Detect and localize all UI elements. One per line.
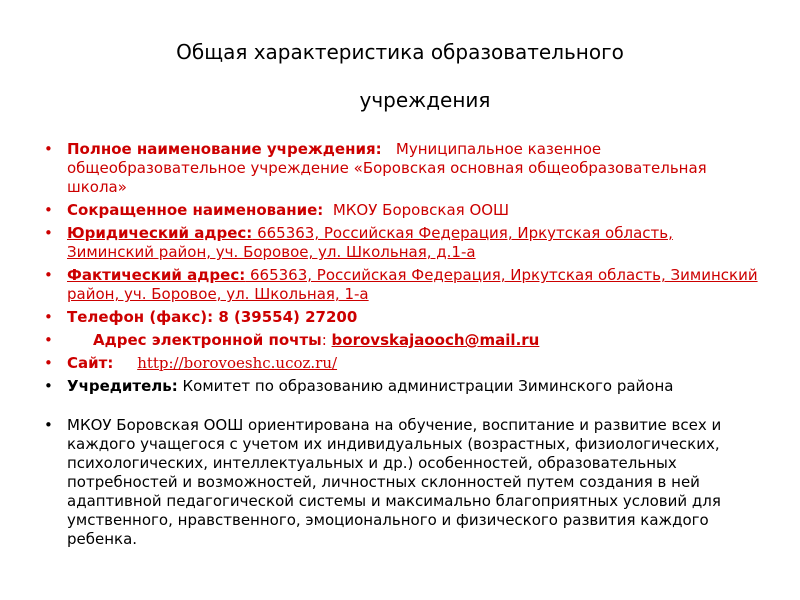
list-item-full-name xyxy=(40,140,760,197)
list-item-description xyxy=(40,416,760,549)
title-line-2: учреждения xyxy=(359,88,491,112)
full-name-label: Полное наименование учреждения: xyxy=(67,140,382,158)
description-text: МКОУ Боровская ООШ ориентирована на обучение, воспитание и развитие всех и каждого учащегося с учетом их индивидуальных (возрастных, физиологических, психологических, интеллектуальных и др.) особенностей, образовательных потребностей и возможностей, личностных склонностей путем создания в ней адаптивной педагогической системы и максимально благоприятных условий для умственного, нравственного, эмоционального и физического развития каждого ребенка. xyxy=(67,416,722,548)
list-item-site xyxy=(40,354,760,373)
legal-address-label: Юридический адрес: xyxy=(67,224,253,242)
short-name-value: МКОУ Боровская ООШ xyxy=(332,201,510,219)
list-item-short-name xyxy=(40,201,760,220)
info-list xyxy=(40,140,760,553)
phone-label: Телефон (факс): 8 (39554) 27200 xyxy=(67,308,358,326)
list-item-phone xyxy=(40,308,760,327)
short-name-label: Сокращенное наименование: xyxy=(67,201,324,219)
email-separator: : xyxy=(321,331,332,349)
founder-label: Учредитель: xyxy=(67,377,178,395)
email-label: Адрес электронной почты xyxy=(93,331,322,349)
email-link[interactable]: borovskajaooch@mail.ru xyxy=(331,331,540,349)
full-name-value: Муниципальное казенное общеобразовательное учреждение «Боровская основная общеобразовательная школа» xyxy=(67,140,707,196)
list-item-email xyxy=(40,331,760,350)
actual-address-label: Фактический адрес: xyxy=(67,266,246,284)
site-label: Сайт: xyxy=(67,354,114,372)
founder-value: Комитет по образованию администрации Зиминского района xyxy=(182,377,674,395)
list-item-founder xyxy=(40,377,760,396)
actual-address-value: 665363, Российская Федерация, Иркутская область, Зиминский район, уч. Боровое, ул. Школьная, 1-а xyxy=(67,266,758,303)
list-item-actual-address xyxy=(40,266,760,304)
list-item-legal-address xyxy=(40,224,760,262)
title-line-1: Общая характеристика образовательного xyxy=(176,40,624,64)
slide-title xyxy=(40,28,760,124)
site-link[interactable]: http://borovoeshc.ucoz.ru/ xyxy=(137,354,338,372)
legal-address-value: 665363, Российская Федерация, Иркутская область, Зиминский район, уч. Боровое, ул. Школьная, д.1-а xyxy=(67,224,673,261)
